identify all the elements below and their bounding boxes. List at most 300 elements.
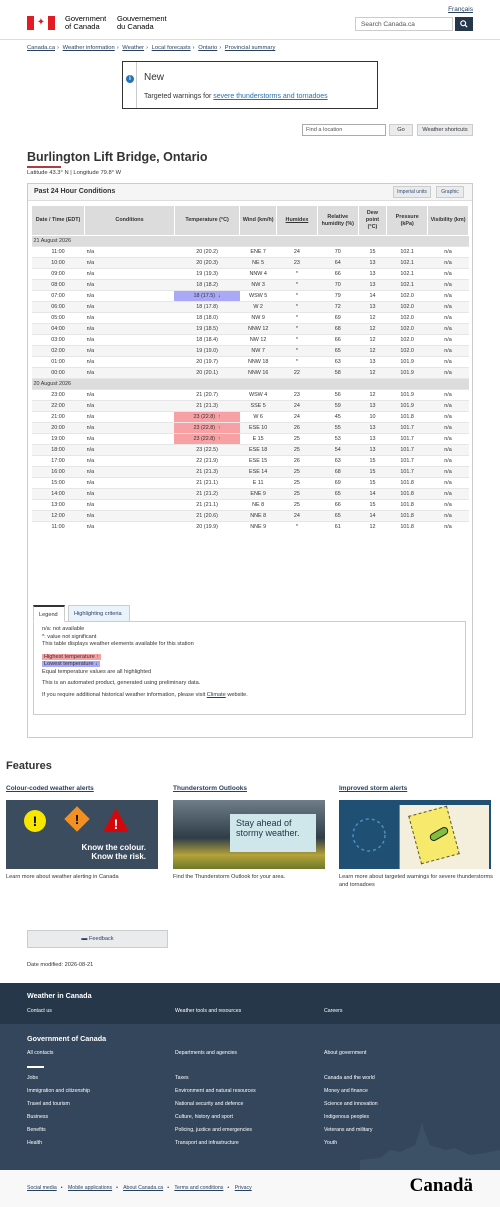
graphic-button[interactable]: Graphic bbox=[436, 186, 464, 198]
footer-topic-link[interactable]: Culture, history and sport bbox=[175, 1114, 233, 1120]
footer-topic-link[interactable]: Immigration and citizenship bbox=[27, 1088, 90, 1094]
cell-conditions: n/a bbox=[85, 346, 175, 357]
cell-humidex: * bbox=[277, 280, 318, 291]
cell-datetime: 02:00 bbox=[32, 346, 85, 357]
cell-datetime: 11:00 bbox=[32, 247, 85, 258]
cell-relative-humidity: 63 bbox=[317, 357, 358, 368]
cell-dew-point: 13 bbox=[358, 401, 387, 412]
cell-datetime: 18:00 bbox=[32, 445, 85, 456]
signature-en[interactable]: Government of Canada bbox=[65, 14, 107, 31]
cell-pressure: 101.8 bbox=[387, 489, 428, 500]
feature-link-alerts[interactable]: Colour-coded weather alerts bbox=[6, 785, 94, 792]
th-dew-point: Dew point (°C) bbox=[358, 206, 387, 236]
cell-humidex: 25 bbox=[277, 445, 318, 456]
alert-title: New bbox=[144, 72, 165, 83]
cell-pressure: 101.7 bbox=[387, 456, 428, 467]
cell-temperature: 20 (20.2) bbox=[174, 247, 239, 258]
breadcrumb-ontario[interactable]: Ontario bbox=[198, 45, 218, 51]
cell-dew-point: 12 bbox=[358, 368, 387, 379]
breadcrumb-canada[interactable]: Canada.ca bbox=[27, 45, 56, 51]
cell-humidex: 24 bbox=[277, 247, 318, 258]
th-temperature: Temperature (°C) bbox=[174, 206, 239, 236]
cell-dew-point: 14 bbox=[358, 511, 387, 522]
th-humidex[interactable]: Humidex bbox=[277, 206, 318, 236]
search-input[interactable]: Search Canada.ca bbox=[355, 17, 453, 31]
chat-icon: ▬ bbox=[81, 936, 88, 942]
cell-relative-humidity: 61 bbox=[317, 522, 358, 533]
cell-datetime: 20:00 bbox=[32, 423, 85, 434]
footer-topic-link[interactable]: Environment and natural resources bbox=[175, 1088, 256, 1094]
cell-relative-humidity: 68 bbox=[317, 467, 358, 478]
features-heading: Features bbox=[6, 760, 52, 772]
feature-card bbox=[6, 785, 158, 880]
search-icon bbox=[460, 20, 468, 28]
cell-visibility: n/a bbox=[428, 489, 469, 500]
cell-wind: SSE 5 bbox=[240, 401, 277, 412]
cell-temperature: 18 (18.4) bbox=[174, 335, 239, 346]
cell-dew-point: 10 bbox=[358, 412, 387, 423]
cell-visibility: n/a bbox=[428, 346, 469, 357]
cell-dew-point: 13 bbox=[358, 269, 387, 280]
table-row bbox=[32, 423, 469, 434]
mobile-apps-link[interactable]: Mobile applications bbox=[67, 1185, 113, 1191]
cell-pressure: 102.0 bbox=[387, 346, 428, 357]
footer-gov-heading: Government of Canada bbox=[27, 1034, 107, 1043]
cell-dew-point: 13 bbox=[358, 302, 387, 313]
search-button[interactable] bbox=[455, 17, 473, 31]
cell-dew-point: 12 bbox=[358, 522, 387, 533]
cell-visibility: n/a bbox=[428, 478, 469, 489]
footer-bottom-links: Social media • Mobile applications • About Canada.ca • Terms and conditions • Privacy bbox=[27, 1185, 252, 1191]
cell-visibility: n/a bbox=[428, 401, 469, 412]
alerts-caption: Know the colour. Know the risk. bbox=[81, 843, 146, 861]
footer-topic-link[interactable]: Transport and infrastructure bbox=[175, 1140, 239, 1146]
footer-topic-link[interactable]: Business bbox=[27, 1114, 49, 1120]
cell-humidex: 25 bbox=[277, 489, 318, 500]
footer-link[interactable]: Contact us bbox=[27, 1008, 52, 1014]
cell-humidex: 24 bbox=[277, 401, 318, 412]
legend-line: If you require additional historical weather information, please visit Climate website. bbox=[42, 691, 248, 698]
cell-wind: ESE 14 bbox=[240, 467, 277, 478]
cell-conditions: n/a bbox=[85, 500, 175, 511]
weather-shortcuts-button[interactable]: Weather shortcuts bbox=[417, 124, 473, 136]
cell-wind: NW 7 bbox=[240, 346, 277, 357]
cell-conditions: n/a bbox=[85, 489, 175, 500]
table-row bbox=[32, 258, 469, 269]
highest-temp-legend: Highest temperature ↑ bbox=[44, 653, 100, 660]
cell-pressure: 101.9 bbox=[387, 368, 428, 379]
cell-temperature: 21 (21.1) bbox=[174, 500, 239, 511]
cell-dew-point: 12 bbox=[358, 390, 387, 401]
breadcrumb-provincial-summary[interactable]: Provincial summary bbox=[224, 45, 276, 51]
date-row bbox=[32, 379, 469, 390]
date-row bbox=[32, 236, 469, 247]
new-feature-alert bbox=[122, 61, 378, 109]
cell-wind: WSW 5 bbox=[240, 291, 277, 302]
find-location-input[interactable]: Find a location bbox=[302, 124, 386, 136]
cell-visibility: n/a bbox=[428, 511, 469, 522]
footer-topic-link[interactable]: Health bbox=[27, 1140, 42, 1146]
cell-conditions: n/a bbox=[85, 324, 175, 335]
alert-body: Targeted warnings for severe thunderstorms and tornadoes bbox=[144, 93, 328, 100]
cell-humidex: * bbox=[277, 291, 318, 302]
header-divider bbox=[0, 39, 500, 40]
cell-datetime: 17:00 bbox=[32, 456, 85, 467]
cell-relative-humidity: 54 bbox=[317, 445, 358, 456]
table-row bbox=[32, 511, 469, 522]
cell-conditions: n/a bbox=[85, 445, 175, 456]
footer-link[interactable]: Careers bbox=[324, 1008, 343, 1014]
cell-conditions: n/a bbox=[85, 269, 175, 280]
cell-humidex: * bbox=[277, 324, 318, 335]
cell-temperature: 20 (20.3) bbox=[174, 258, 239, 269]
climate-link[interactable]: Climate bbox=[206, 691, 226, 698]
cell-humidex: 25 bbox=[277, 500, 318, 511]
svg-text:!: ! bbox=[113, 816, 119, 832]
cell-pressure: 102.0 bbox=[387, 313, 428, 324]
severe-storms-link[interactable]: severe thunderstorms and tornadoes bbox=[213, 93, 328, 100]
cell-relative-humidity: 72 bbox=[317, 302, 358, 313]
footer-topic-link[interactable]: Benefits bbox=[27, 1127, 46, 1133]
footer-topic-link[interactable]: Jobs bbox=[27, 1075, 38, 1081]
cell-humidex: 25 bbox=[277, 478, 318, 489]
cell-temperature: 21 (20.7) bbox=[174, 390, 239, 401]
th-relative-humidity: Relative humidity (%) bbox=[317, 206, 358, 236]
cell-wind: WSW 4 bbox=[240, 390, 277, 401]
cell-relative-humidity: 65 bbox=[317, 489, 358, 500]
cell-temperature: 23 (22.8) ↑ bbox=[174, 434, 239, 445]
cell-relative-humidity: 66 bbox=[317, 335, 358, 346]
cell-humidex: * bbox=[277, 522, 318, 533]
cell-visibility: n/a bbox=[428, 302, 469, 313]
footer-topic-link[interactable]: Youth bbox=[324, 1140, 338, 1146]
cell-pressure: 101.7 bbox=[387, 423, 428, 434]
cell-pressure: 102.1 bbox=[387, 269, 428, 280]
signature-fr[interactable]: Gouvernement du Canada bbox=[117, 14, 167, 31]
cell-pressure: 101.7 bbox=[387, 467, 428, 478]
footer-link[interactable]: About government bbox=[324, 1050, 367, 1056]
cell-temperature: 23 (22.8) ↑ bbox=[174, 423, 239, 434]
cell-visibility: n/a bbox=[428, 500, 469, 511]
cell-datetime: 13:00 bbox=[32, 500, 85, 511]
table-row bbox=[32, 478, 469, 489]
cell-temperature: 19 (18.5) bbox=[174, 324, 239, 335]
cell-datetime: 03:00 bbox=[32, 335, 85, 346]
cell-conditions: n/a bbox=[85, 390, 175, 401]
cell-datetime: 10:00 bbox=[32, 258, 85, 269]
footer-topic-link[interactable]: Science and innovation bbox=[324, 1101, 378, 1107]
cell-conditions: n/a bbox=[85, 280, 175, 291]
table-row bbox=[32, 324, 469, 335]
cell-pressure: 102.0 bbox=[387, 302, 428, 313]
footer-link[interactable]: All contacts bbox=[27, 1050, 54, 1056]
cell-datetime: 00:00 bbox=[32, 368, 85, 379]
cell-visibility: n/a bbox=[428, 423, 469, 434]
legend-line: Equal temperature values are all highlighted bbox=[42, 668, 152, 675]
cell-temperature: 23 (22.8) ↑ bbox=[174, 412, 239, 423]
breadcrumb-local-forecasts[interactable]: Local forecasts bbox=[151, 45, 191, 51]
cell-datetime: 12:00 bbox=[32, 511, 85, 522]
cell-temperature: 18 (18.2) bbox=[174, 280, 239, 291]
cell-datetime: 05:00 bbox=[32, 313, 85, 324]
cell-pressure: 101.8 bbox=[387, 522, 428, 533]
cell-wind: NW 3 bbox=[240, 280, 277, 291]
cell-dew-point: 12 bbox=[358, 346, 387, 357]
cell-humidex: * bbox=[277, 346, 318, 357]
cell-pressure: 101.9 bbox=[387, 357, 428, 368]
cell-wind: ENE 7 bbox=[240, 247, 277, 258]
imperial-units-button[interactable]: Imperial units bbox=[393, 186, 431, 198]
cell-wind: E 15 bbox=[240, 434, 277, 445]
cell-wind: ESE 18 bbox=[240, 445, 277, 456]
date-label: 20 August 2026 bbox=[32, 379, 469, 390]
footer-topic-link[interactable]: Indigenous peoples bbox=[324, 1114, 369, 1120]
legend-line: This is an automated product, generated using preliminary data. bbox=[42, 680, 201, 686]
cell-humidex: * bbox=[277, 269, 318, 280]
footer-link[interactable]: Weather tools and resources bbox=[175, 1008, 242, 1014]
th-visibility: Visibility (km) bbox=[428, 206, 469, 236]
cell-wind: NNE 9 bbox=[240, 522, 277, 533]
cell-datetime: 19:00 bbox=[32, 434, 85, 445]
feature-link-storm-alerts[interactable]: Improved storm alerts bbox=[339, 785, 408, 792]
breadcrumb-weather[interactable]: Weather bbox=[122, 45, 145, 51]
cell-humidex: 23 bbox=[277, 390, 318, 401]
cell-visibility: n/a bbox=[428, 280, 469, 291]
breadcrumb-weather-information[interactable]: Weather information bbox=[62, 45, 115, 51]
feature-description: Find the Thunderstorm Outlook for your area. bbox=[173, 874, 286, 880]
cell-dew-point: 15 bbox=[358, 478, 387, 489]
tab-highlighting-criteria[interactable]: Highlighting criteria bbox=[68, 605, 130, 622]
footer-topic-link[interactable]: National security and defence bbox=[175, 1101, 244, 1107]
cell-dew-point: 15 bbox=[358, 467, 387, 478]
cell-visibility: n/a bbox=[428, 335, 469, 346]
about-canada-link[interactable]: About Canada.ca bbox=[123, 1185, 164, 1191]
cell-wind: ESE 15 bbox=[240, 456, 277, 467]
parliament-skyline-icon bbox=[360, 1120, 500, 1170]
weather-alerts-image: ! ! ! Know the colour. Know the risk. bbox=[6, 800, 158, 869]
go-button[interactable]: Go bbox=[389, 124, 413, 136]
table-header-row bbox=[32, 206, 469, 236]
cell-humidex: 25 bbox=[277, 467, 318, 478]
page-title: Burlington Lift Bridge, Ontario bbox=[27, 150, 208, 164]
table-row bbox=[32, 368, 469, 379]
cell-temperature: 19 (19.3) bbox=[174, 269, 239, 280]
footer-topic-link[interactable]: Canada and the world bbox=[324, 1075, 375, 1081]
cell-pressure: 101.8 bbox=[387, 511, 428, 522]
privacy-link[interactable]: Privacy bbox=[234, 1185, 252, 1191]
cell-dew-point: 13 bbox=[358, 434, 387, 445]
table-row bbox=[32, 313, 469, 324]
arrow-up-icon: ↑ bbox=[218, 425, 221, 431]
cell-datetime: 01:00 bbox=[32, 357, 85, 368]
legend-panel bbox=[33, 621, 466, 715]
conditions-panel bbox=[27, 183, 473, 738]
cell-wind: NE 8 bbox=[240, 500, 277, 511]
cell-conditions: n/a bbox=[85, 467, 175, 478]
table-row bbox=[32, 522, 469, 533]
cell-dew-point: 14 bbox=[358, 489, 387, 500]
cell-visibility: n/a bbox=[428, 445, 469, 456]
cell-pressure: 101.7 bbox=[387, 445, 428, 456]
legend-line: n/a: not available bbox=[42, 626, 85, 632]
cell-wind: W 6 bbox=[240, 412, 277, 423]
cell-wind: NNW 12 bbox=[240, 324, 277, 335]
footer-topic-link[interactable]: Policing, justice and emergencies bbox=[175, 1127, 252, 1133]
cell-visibility: n/a bbox=[428, 258, 469, 269]
cell-pressure: 102.1 bbox=[387, 247, 428, 258]
table-row bbox=[32, 412, 469, 423]
cell-relative-humidity: 65 bbox=[317, 346, 358, 357]
canada-flag-icon: ✦ bbox=[27, 16, 55, 30]
table-row bbox=[32, 357, 469, 368]
cell-wind: NNW 18 bbox=[240, 357, 277, 368]
cell-datetime: 11:00 bbox=[32, 522, 85, 533]
cell-dew-point: 15 bbox=[358, 456, 387, 467]
cell-visibility: n/a bbox=[428, 390, 469, 401]
cell-relative-humidity: 53 bbox=[317, 434, 358, 445]
cell-dew-point: 15 bbox=[358, 500, 387, 511]
cell-relative-humidity: 70 bbox=[317, 247, 358, 258]
cell-temperature: 21 (20.6) bbox=[174, 511, 239, 522]
cell-datetime: 07:00 bbox=[32, 291, 85, 302]
cell-visibility: n/a bbox=[428, 291, 469, 302]
cell-temperature: 21 (21.3) bbox=[174, 467, 239, 478]
cell-relative-humidity: 70 bbox=[317, 280, 358, 291]
cell-relative-humidity: 56 bbox=[317, 390, 358, 401]
legend-line: This table displays weather elements available for this station bbox=[42, 641, 194, 647]
cell-temperature: 18 (17.8) bbox=[174, 302, 239, 313]
table-row bbox=[32, 302, 469, 313]
table-row bbox=[32, 247, 469, 258]
conditions-table bbox=[31, 205, 469, 533]
cell-pressure: 102.0 bbox=[387, 335, 428, 346]
footer-topic-link[interactable]: Veterans and military bbox=[324, 1127, 373, 1133]
th-conditions: Conditions bbox=[85, 206, 175, 236]
cell-datetime: 21:00 bbox=[32, 412, 85, 423]
table-row bbox=[32, 401, 469, 412]
cell-humidex: * bbox=[277, 302, 318, 313]
arrow-up-icon: ↑ bbox=[218, 436, 221, 442]
cell-temperature: 18 (18.0) bbox=[174, 313, 239, 324]
cell-humidex: 24 bbox=[277, 412, 318, 423]
cell-dew-point: 13 bbox=[358, 423, 387, 434]
cell-visibility: n/a bbox=[428, 467, 469, 478]
cell-pressure: 101.9 bbox=[387, 390, 428, 401]
cell-dew-point: 13 bbox=[358, 357, 387, 368]
cell-humidex: * bbox=[277, 357, 318, 368]
footer-topic-link[interactable]: Travel and tourism bbox=[27, 1101, 70, 1107]
cell-dew-point: 12 bbox=[358, 313, 387, 324]
footer-weather-heading: Weather in Canada bbox=[27, 991, 92, 1000]
footer-topic-link[interactable]: Taxes bbox=[175, 1075, 189, 1081]
cell-visibility: n/a bbox=[428, 269, 469, 280]
cell-humidex: * bbox=[277, 335, 318, 346]
cell-pressure: 102.0 bbox=[387, 324, 428, 335]
cell-humidex: 26 bbox=[277, 423, 318, 434]
cell-wind: NE 5 bbox=[240, 258, 277, 269]
cell-pressure: 102.1 bbox=[387, 280, 428, 291]
cell-dew-point: 13 bbox=[358, 258, 387, 269]
cell-datetime: 15:00 bbox=[32, 478, 85, 489]
language-toggle-link[interactable]: Français bbox=[448, 6, 473, 13]
cell-datetime: 04:00 bbox=[32, 324, 85, 335]
feature-description: Learn more about weather alerting in Canada bbox=[6, 874, 119, 880]
thunderstorm-caption: Stay ahead of stormy weather. bbox=[230, 814, 316, 852]
cell-relative-humidity: 79 bbox=[317, 291, 358, 302]
cell-datetime: 06:00 bbox=[32, 302, 85, 313]
cell-datetime: 14:00 bbox=[32, 489, 85, 500]
cell-conditions: n/a bbox=[85, 478, 175, 489]
table-row bbox=[32, 445, 469, 456]
cell-temperature: 21 (21.1) bbox=[174, 478, 239, 489]
cell-conditions: n/a bbox=[85, 511, 175, 522]
cell-dew-point: 12 bbox=[358, 335, 387, 346]
th-pressure: Pressure (kPa) bbox=[387, 206, 428, 236]
breadcrumb: Canada.ca › Weather information › Weather › Local forecasts › Ontario › Provincial summary bbox=[27, 45, 276, 51]
cell-wind: ENE 9 bbox=[240, 489, 277, 500]
cell-pressure: 102.1 bbox=[387, 258, 428, 269]
feature-link-thunderstorm[interactable]: Thunderstorm Outlooks bbox=[173, 785, 248, 792]
cell-temperature: 21 (21.2) bbox=[174, 489, 239, 500]
table-row bbox=[32, 269, 469, 280]
cell-wind: NNW 16 bbox=[240, 368, 277, 379]
cell-pressure: 101.8 bbox=[387, 500, 428, 511]
panel-title: Past 24 Hour Conditions bbox=[34, 188, 116, 195]
tab-legend[interactable]: Legend bbox=[33, 605, 65, 622]
terms-link[interactable]: Terms and conditions bbox=[174, 1185, 224, 1191]
cell-relative-humidity: 64 bbox=[317, 258, 358, 269]
footer-topic-link[interactable]: Money and finance bbox=[324, 1088, 368, 1094]
cell-humidex: 26 bbox=[277, 456, 318, 467]
cell-visibility: n/a bbox=[428, 357, 469, 368]
cell-visibility: n/a bbox=[428, 412, 469, 423]
table-row bbox=[32, 456, 469, 467]
social-media-link[interactable]: Social media bbox=[27, 1185, 57, 1191]
cell-wind: NNW 4 bbox=[240, 269, 277, 280]
feedback-button[interactable]: ▬ Feedback bbox=[27, 930, 168, 948]
footer-link[interactable]: Departments and agencies bbox=[175, 1050, 237, 1056]
cell-temperature: 20 (20.1) bbox=[174, 368, 239, 379]
cell-humidex: 22 bbox=[277, 368, 318, 379]
cell-dew-point: 12 bbox=[358, 324, 387, 335]
cell-conditions: n/a bbox=[85, 412, 175, 423]
date-modified: Date modified: 2026-08-21 bbox=[27, 962, 94, 968]
cell-wind: NW 9 bbox=[240, 313, 277, 324]
cell-conditions: n/a bbox=[85, 456, 175, 467]
cell-dew-point: 15 bbox=[358, 247, 387, 258]
table-row bbox=[32, 291, 469, 302]
cell-temperature: 23 (22.5) bbox=[174, 445, 239, 456]
cell-datetime: 08:00 bbox=[32, 280, 85, 291]
date-label: 21 August 2026 bbox=[32, 236, 469, 247]
cell-wind: NW 12 bbox=[240, 335, 277, 346]
thunderstorm-image bbox=[173, 800, 325, 869]
storm-alerts-map-image bbox=[339, 800, 491, 869]
cell-dew-point: 13 bbox=[358, 445, 387, 456]
table-row bbox=[32, 335, 469, 346]
cell-conditions: n/a bbox=[85, 302, 175, 313]
cell-conditions: n/a bbox=[85, 291, 175, 302]
cell-visibility: n/a bbox=[428, 368, 469, 379]
cell-relative-humidity: 69 bbox=[317, 478, 358, 489]
cell-pressure: 101.9 bbox=[387, 401, 428, 412]
cell-temperature: 20 (19.9) bbox=[174, 522, 239, 533]
cell-pressure: 101.8 bbox=[387, 478, 428, 489]
cell-conditions: n/a bbox=[85, 368, 175, 379]
canada-wordmark: Canadä bbox=[409, 1175, 473, 1196]
cell-relative-humidity: 63 bbox=[317, 456, 358, 467]
info-icon: i bbox=[126, 75, 134, 83]
